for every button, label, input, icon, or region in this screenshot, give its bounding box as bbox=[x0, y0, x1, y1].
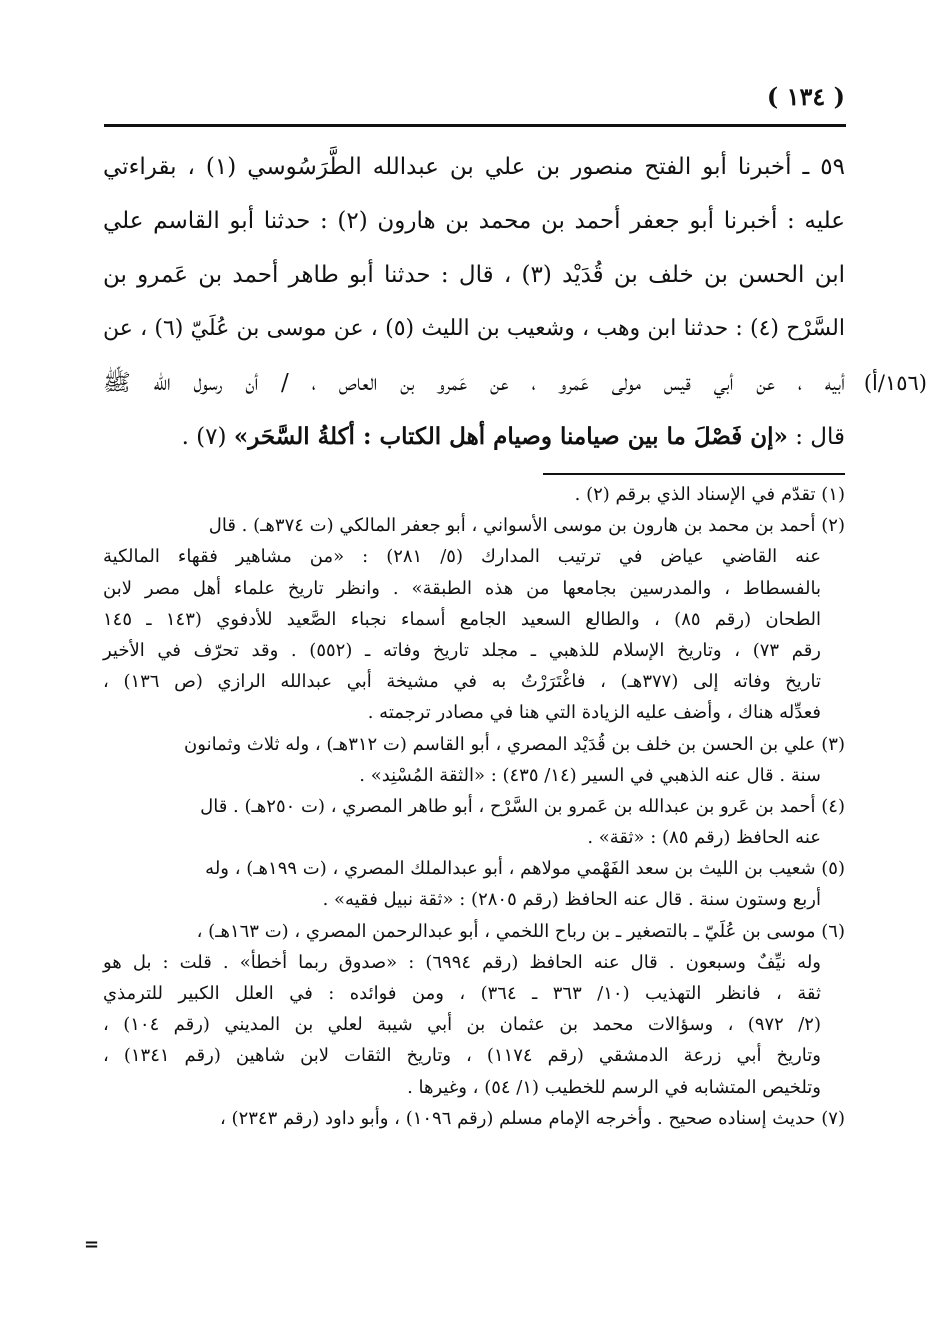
footnote-line: (٢) أحمد بن محمد بن هارون بن موسى الأسواني ، أبو جعفر المالكي (ت ٣٧٤هـ) . قال bbox=[208, 515, 845, 537]
footnote-line: وتاريخ أبي زرعة الدمشقي (رقم ١١٧٤) ، وتاريخ الثقات لابن شاهين (رقم ١٣٤١) ، bbox=[103, 1045, 821, 1067]
main-line: أبيه ، عن أبي قيس مولى عَمرو ، عن عَمرو بن العاص ، / أن رسول الله ﷺ bbox=[103, 370, 845, 396]
margin-folio-note: (١٥٦/أ) bbox=[863, 371, 927, 395]
footnotes bbox=[103, 479, 845, 1134]
footnote-line: وله نيِّفٌ وسبعون . قال عنه الحافظ (رقم ٦٩٩٤) : «صدوق ربما أخطأ» . قلت : بل هو bbox=[103, 951, 821, 973]
footnote-6 bbox=[103, 916, 845, 1103]
main-line: ٥٩ ـ أخبرنا أبو الفتح منصور بن علي بن عبدالله الطَّرَسُوسي (١) ، بقراءتي bbox=[103, 154, 845, 180]
footnote-separator bbox=[543, 473, 845, 475]
footnote-2 bbox=[103, 510, 845, 728]
footnote-line: تاريخ وفاته إلى (٣٧٧هـ) ، فاغْتَرَرْتُ به في مشيخة أبي عبدالله الرازي (ص ١٣٦) ، bbox=[103, 671, 821, 693]
main-line: السَّرْح (٤) : حدثنا ابن وهب ، وشعيب بن الليث (٥) ، عن موسى بن عُلَيّ (٦) ، عن bbox=[103, 316, 845, 341]
footnote-line: عنه الحافظ (رقم ٨٥) : «ثقة» . bbox=[587, 827, 821, 849]
hadith-intro: قال : bbox=[787, 424, 845, 450]
footnote-line: وتلخيص المتشابه في الرسم للخطيب (١/ ٥٤) ، وغيرها . bbox=[407, 1076, 821, 1098]
footnote-line: سنة . قال عنه الذهبي في السير (١٤/ ٤٣٥) : «الثقة المُسْنِد» . bbox=[359, 764, 821, 786]
continuation-mark: = bbox=[84, 1234, 100, 1255]
footnote-line: بالفسطاط ، والمدرسين بجامعها من هذه الطبقة» . وانظر تاريخ علماء أهل مصر لابن bbox=[103, 577, 821, 599]
hadith-text: «إن فَصْلَ ما بين صيامنا وصيام أهل الكتاب : أكلةُ السَّحَر» bbox=[233, 423, 788, 450]
footnote-5 bbox=[103, 853, 845, 915]
footnote-line: (٦) موسى بن عُلَيّ ـ بالتصغير ـ بن رباح اللخمي ، أبو عبدالرحمن المصري ، (ت ١٦٣هـ) ، bbox=[196, 920, 845, 942]
footnote-3 bbox=[103, 729, 845, 791]
header-rule bbox=[104, 124, 846, 127]
footnote-line: (٧) حديث إسناده صحيح . وأخرجه الإمام مسلم (رقم ١٠٩٦) ، وأبو داود (رقم ٢٣٤٣) ، bbox=[220, 1107, 845, 1129]
footnote-ref: (٧) . bbox=[181, 424, 234, 450]
footnote-4 bbox=[103, 791, 845, 853]
footnote-line: الطحان (رقم ٨٥) ، والطالع السعيد الجامع أسماء نجباء الصَّعيد للأدفوي (١٤٣ ـ ١٤٥ bbox=[103, 608, 821, 630]
footnote-line: أربع وستون سنة . قال عنه الحافظ (رقم ٢٨٠٥) : «ثقة نبيل فقيه» . bbox=[322, 889, 821, 911]
footnote-line: فعدِّله هناك ، وأضف عليه الزيادة التي هنا في مصادر ترجمته . bbox=[367, 702, 821, 724]
footnote-line: رقم ٧٣) ، وتاريخ الإسلام للذهبي ـ مجلد تاريخ وفاته ـ (٥٥٢) . وقد تحرّف في الأخير bbox=[103, 639, 822, 661]
footnote-line: (٥) شعيب بن الليث بن سعد الفَهْمي مولاهم ، أبو عبدالملك المصري ، (ت ١٩٩هـ) ، وله bbox=[205, 858, 845, 880]
footnote-line: عنه القاضي عياض في ترتيب المدارك (٥/ ٢٨١) : «من مشاهير فقهاء المالكية bbox=[103, 546, 821, 568]
footnote-line: (٢/ ٩٧٢) ، وسؤالات محمد بن عثمان بن أبي شيبة لعلي بن المديني (رقم ١٠٤) ، bbox=[103, 1014, 821, 1036]
footnote-7 bbox=[103, 1103, 845, 1134]
main-line: عليه : أخبرنا أبو جعفر أحمد بن محمد بن هارون (٢) : حدثنا أبو القاسم علي bbox=[103, 208, 846, 234]
footnote-line: (١) تقدّم في الإسناد الذي برقم (٢) . bbox=[574, 484, 845, 505]
main-line-hadith bbox=[103, 410, 845, 464]
footnote-line: (٣) علي بن الحسن بن خلف بن قُدَيْد المصري ، أبو القاسم (ت ٣١٢هـ) ، وله ثلاث وثمانون bbox=[184, 733, 845, 755]
footnote-line: (٤) أحمد بن عَرو بن عبدالله بن عَمرو بن السَّرْح ، أبو طاهر المصري ، (ت ٢٥٠هـ) . قال bbox=[200, 795, 845, 817]
footnote-line: ثقة ، فانظر التهذيب (١٠/ ٣٦٣ ـ ٣٦٤) ، ومن فوائده : في العلل الكبير للترمذي bbox=[103, 983, 821, 1004]
main-line: ابن الحسن بن خلف بن قُدَيْد (٣) ، قال : حدثنا أبو طاهر أحمد بن عَمرو بن bbox=[103, 262, 845, 288]
footnote-1 bbox=[103, 479, 845, 510]
page-number: ( ١٣٤ ) bbox=[766, 82, 845, 111]
main-text bbox=[103, 140, 927, 464]
